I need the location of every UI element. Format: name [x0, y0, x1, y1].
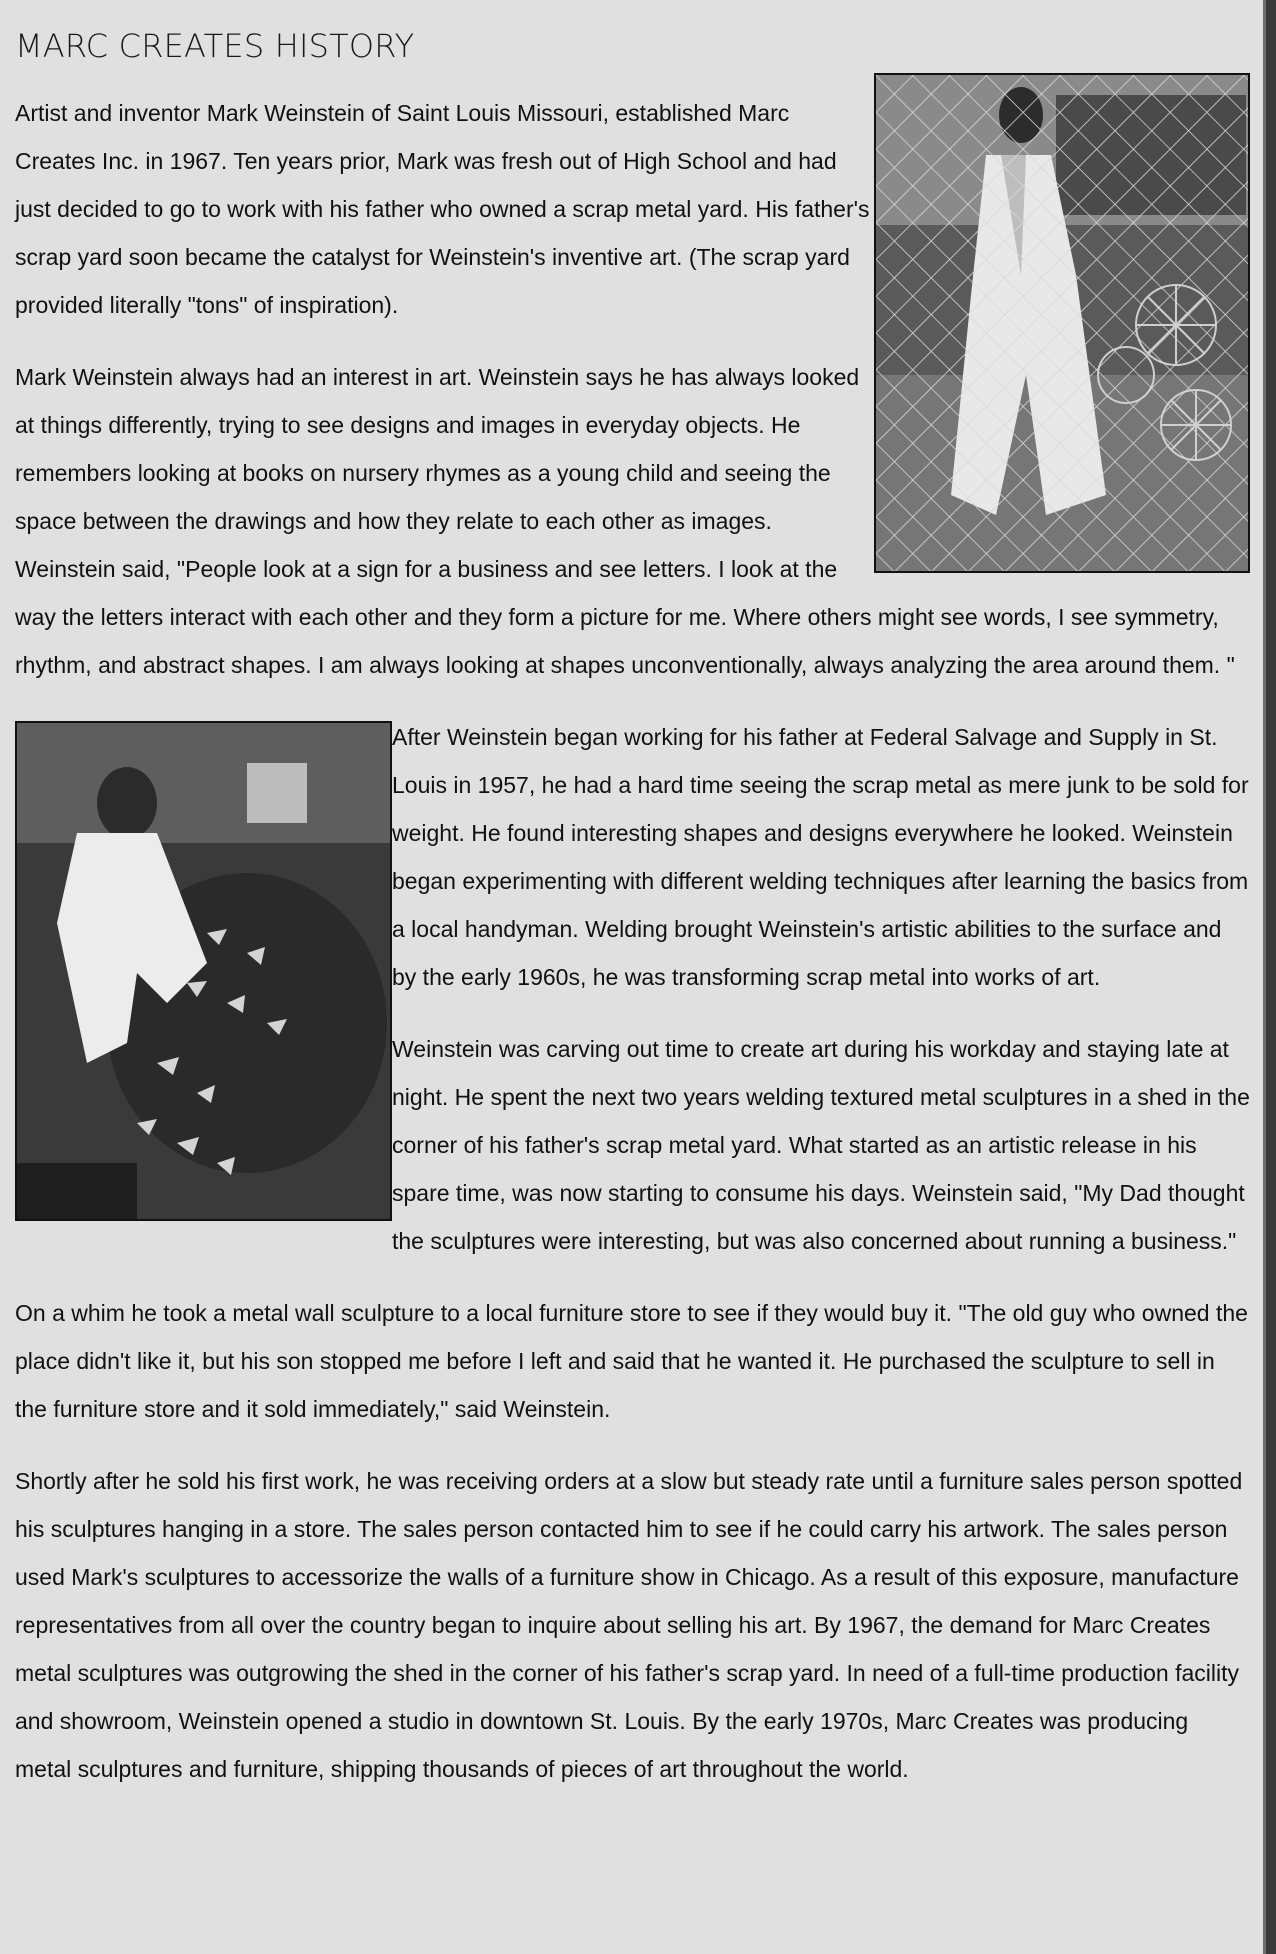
photo-weinstein-welding: [15, 721, 392, 1221]
paragraph-6: Shortly after he sold his first work, he was receiving orders at a slow but steady rate until a furniture sales person spotted his sculptures hanging in a store. The sales person contacted him to see if he could carry his artwork. The sales person used Mark's sculptures to accessorize the walls of a furniture show in Chicago. As a result of this exposure, manufacture representatives from all over the country began to inquire about selling his art. By 1967, the demand for Marc Creates metal sculptures was outgrowing the shed in the corner of his father's scrap yard. In need of a full-time production facility and showroom, Weinstein opened a studio in downtown St. Louis. By the early 1970s, Marc Creates was producing metal sculptures and furniture, shipping thousands of pieces of art throughout the world.: [15, 1468, 1243, 1782]
paragraph-2: Mark Weinstein always had an interest in art. Weinstein says he has always looked at things differently, trying to see designs and images in everyday objects. He remembers looking at books on nursery rhymes as a young child and seeing the space between the drawings and how they relate to each other as images. Weinstein said, "People look at a sign for a business and see letters. I look at the way the letters interact with each other and they form a picture for me. Where others might see words, I see symmetry, rhythm, and abstract shapes. I am always looking at shapes unconventionally, always analyzing the area around them. ": [15, 364, 1235, 678]
page-title: MARC CREATES HISTORY: [15, 27, 415, 65]
window-edge: [1266, 0, 1276, 1954]
paragraph-3: After Weinstein began working for his father at Federal Salvage and Supply in St. Louis in 1957, he had a hard time seeing the scrap metal as mere junk to be sold for weight. He found interesting shapes and designs everywhere he looked. Weinstein began experimenting with different welding techniques after learning the basics from a local handyman. Welding brought Weinstein's artistic abilities to the surface and by the early 1960s, he was transforming scrap metal into works of art.: [392, 724, 1249, 990]
article-content: [15, 0, 1250, 1817]
paragraph-1: Artist and inventor Mark Weinstein of Saint Louis Missouri, established Marc Creates Inc. in 1967. Ten years prior, Mark was fresh out of High School and had just decided to go to work with his father who owned a scrap metal yard. His father's scrap yard soon became the catalyst for Weinstein's inventive art. (The scrap yard provided literally "tons" of inspiration).: [15, 100, 870, 318]
paragraph-5: On a whim he took a metal wall sculpture to a local furniture store to see if they would buy it. "The old guy who owned the place didn't like it, but his son stopped me before I left and said that he wanted it. He purchased the sculpture to sell in the furniture store and it sold immediately," said Weinstein.: [15, 1300, 1248, 1422]
photo-weinstein-scrap-yard: [874, 73, 1250, 573]
paragraph-4: Weinstein was carving out time to create art during his workday and staying late at night. He spent the next two years welding textured metal sculptures in a shed in the corner of his father's scrap metal yard. What started as an artistic release in his spare time, was now starting to consume his days. Weinstein said, "My Dad thought the sculptures were interesting, but was also concerned about running a business.": [392, 1036, 1250, 1254]
